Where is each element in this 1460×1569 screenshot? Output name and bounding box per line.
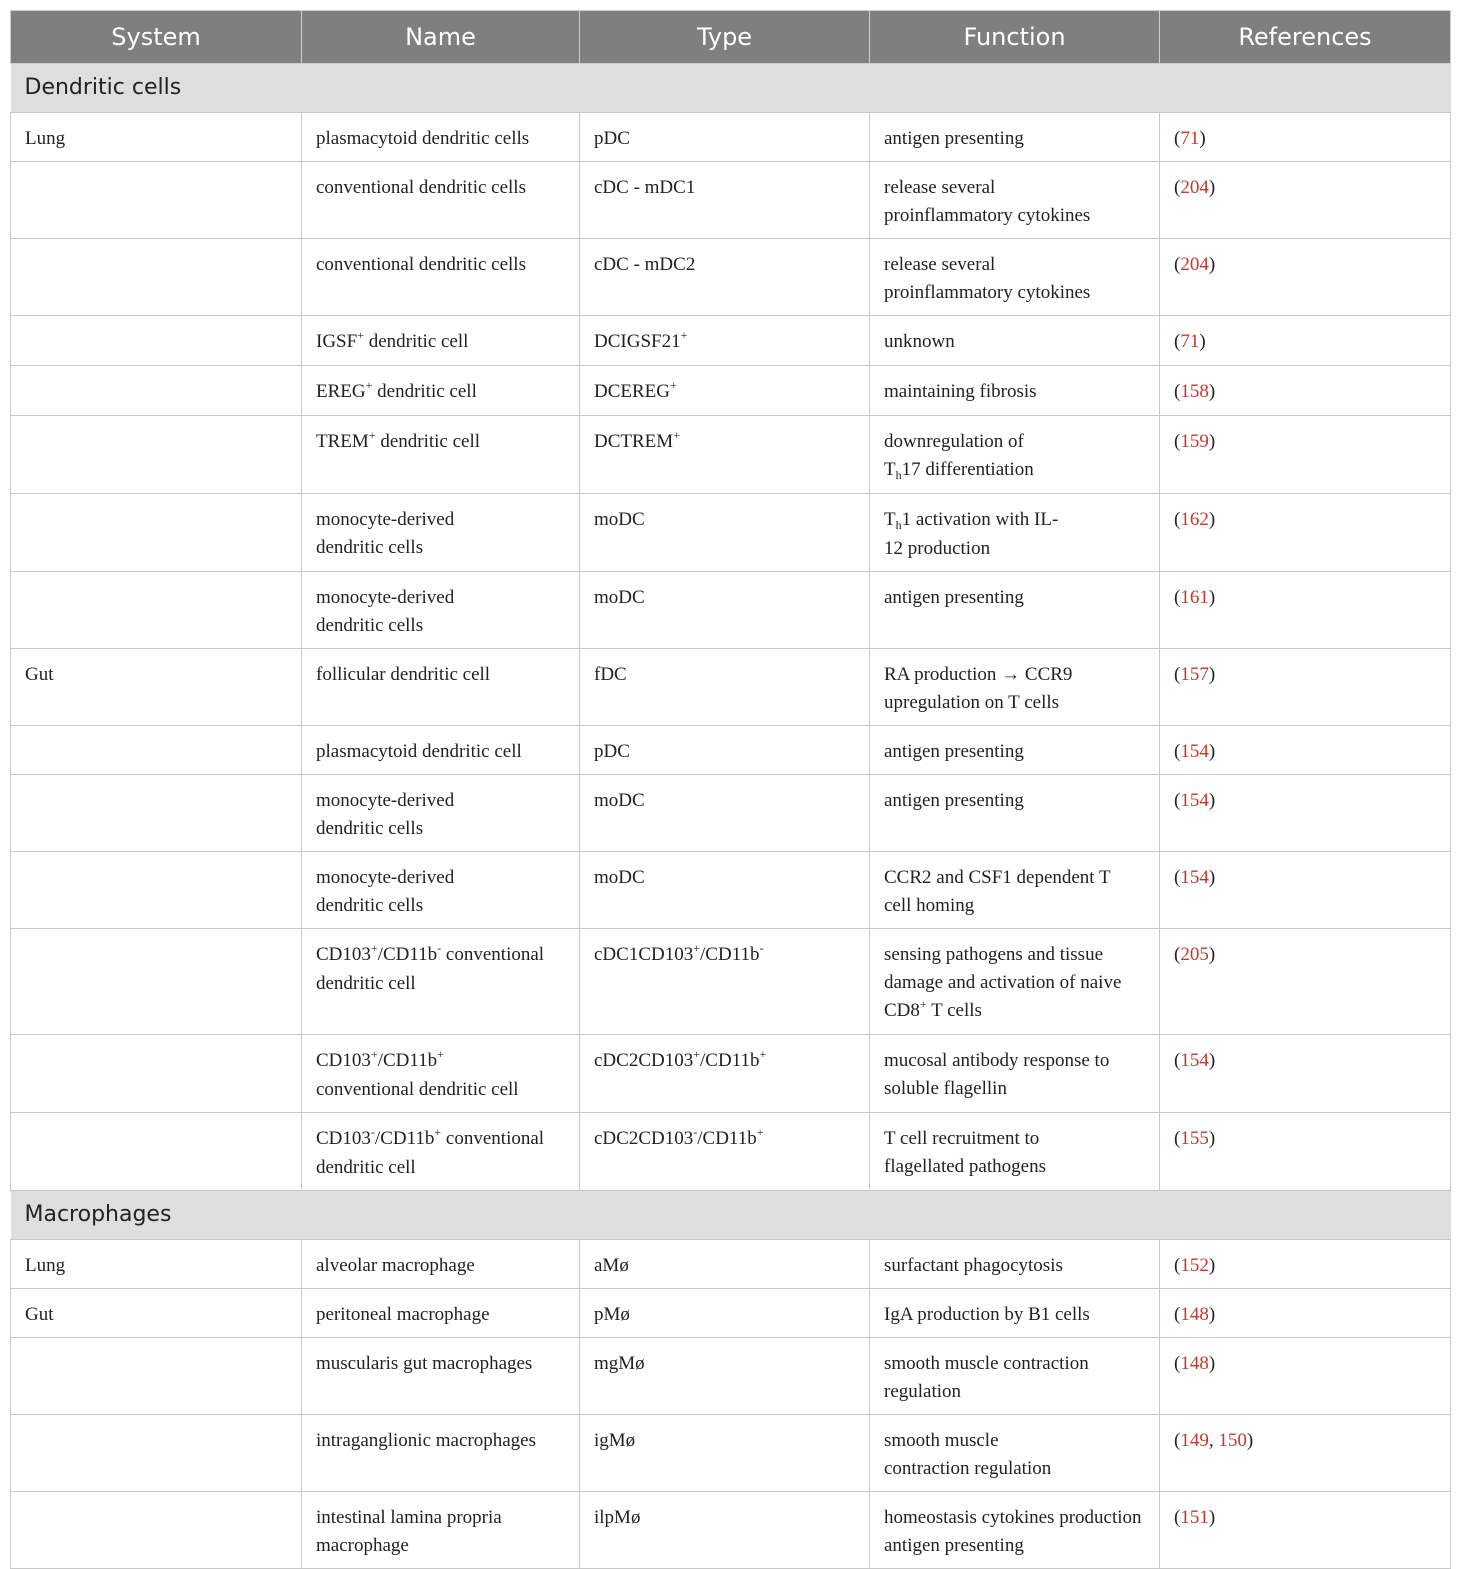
references-cell: (154) — [1160, 1035, 1451, 1113]
function-cell: mucosal antibody response to soluble flagellin — [870, 1035, 1160, 1113]
type-cell: DCEREG+ — [580, 366, 870, 416]
name-cell: CD103-/CD11b+ conventional dendritic cell — [302, 1113, 580, 1191]
references-cell: (162) — [1160, 494, 1451, 572]
section-title: Macrophages — [11, 1191, 1451, 1240]
type-cell: igMø — [580, 1415, 870, 1492]
function-cell: unknown — [870, 316, 1160, 366]
references-cell: (71) — [1160, 113, 1451, 162]
name-cell: plasmacytoid dendritic cell — [302, 726, 580, 775]
section-row — [11, 64, 1451, 113]
type-cell: mgMø — [580, 1338, 870, 1415]
references-cell: (71) — [1160, 316, 1451, 366]
system-cell — [11, 1113, 302, 1191]
type-cell: DCTREM+ — [580, 416, 870, 494]
reference-link[interactable]: 157 — [1180, 664, 1209, 685]
name-cell: EREG+ dendritic cell — [302, 366, 580, 416]
function-cell: IgA production by B1 cells — [870, 1289, 1160, 1338]
table-body — [11, 64, 1451, 1569]
type-cell: moDC — [580, 775, 870, 852]
table-row — [11, 1240, 1451, 1289]
type-cell: moDC — [580, 572, 870, 649]
name-cell: monocyte-derived dendritic cells — [302, 494, 580, 572]
table-row — [11, 1338, 1451, 1415]
name-cell: IGSF+ dendritic cell — [302, 316, 580, 366]
name-cell: plasmacytoid dendritic cells — [302, 113, 580, 162]
table-row — [11, 1415, 1451, 1492]
system-cell: Lung — [11, 1240, 302, 1289]
type-cell: pDC — [580, 726, 870, 775]
name-cell: conventional dendritic cells — [302, 162, 580, 239]
reference-link[interactable]: 155 — [1180, 1128, 1209, 1149]
name-cell: peritoneal macrophage — [302, 1289, 580, 1338]
type-cell: aMø — [580, 1240, 870, 1289]
system-cell — [11, 1338, 302, 1415]
references-cell: (152) — [1160, 1240, 1451, 1289]
type-cell: moDC — [580, 494, 870, 572]
reference-link[interactable]: 205 — [1180, 944, 1209, 965]
references-cell: (154) — [1160, 726, 1451, 775]
table-row — [11, 316, 1451, 366]
system-cell — [11, 726, 302, 775]
table-row — [11, 416, 1451, 494]
reference-link[interactable]: 71 — [1180, 331, 1200, 352]
type-cell: ilpMø — [580, 1492, 870, 1569]
function-cell: antigen presenting — [870, 726, 1160, 775]
table-row — [11, 239, 1451, 316]
system-cell — [11, 162, 302, 239]
column-header-references: References — [1160, 11, 1451, 64]
references-cell: (148) — [1160, 1289, 1451, 1338]
function-cell: surfactant phagocytosis — [870, 1240, 1160, 1289]
name-cell: monocyte-derived dendritic cells — [302, 775, 580, 852]
reference-link[interactable]: 161 — [1180, 587, 1209, 608]
system-cell: Gut — [11, 649, 302, 726]
name-cell: intraganglionic macrophages — [302, 1415, 580, 1492]
name-cell: intestinal lamina propria macrophage — [302, 1492, 580, 1569]
name-cell: monocyte-derived dendritic cells — [302, 852, 580, 929]
function-cell: T cell recruitment to flagellated pathogens — [870, 1113, 1160, 1191]
table-row — [11, 929, 1451, 1035]
references-cell: (155) — [1160, 1113, 1451, 1191]
system-cell — [11, 494, 302, 572]
name-cell: muscularis gut macrophages — [302, 1338, 580, 1415]
reference-link[interactable]: 148 — [1180, 1304, 1209, 1325]
reference-link[interactable]: 154 — [1180, 790, 1209, 811]
system-cell — [11, 1492, 302, 1569]
column-header-name: Name — [302, 11, 580, 64]
reference-link[interactable]: 158 — [1180, 381, 1209, 402]
section-row — [11, 1191, 1451, 1240]
table-row — [11, 852, 1451, 929]
system-cell: Gut — [11, 1289, 302, 1338]
table-row — [11, 1492, 1451, 1569]
system-cell — [11, 775, 302, 852]
reference-link[interactable]: 204 — [1180, 254, 1209, 275]
function-cell: release several proinflammatory cytokines — [870, 239, 1160, 316]
type-cell: moDC — [580, 852, 870, 929]
reference-link[interactable]: 162 — [1180, 509, 1209, 530]
type-cell: DCIGSF21+ — [580, 316, 870, 366]
references-cell: (205) — [1160, 929, 1451, 1035]
function-cell: RA production → CCR9 upregulation on T cells — [870, 649, 1160, 726]
type-cell: cDC1CD103+/CD11b- — [580, 929, 870, 1035]
system-cell — [11, 316, 302, 366]
reference-link[interactable]: 71 — [1180, 128, 1200, 149]
system-cell — [11, 929, 302, 1035]
function-cell: sensing pathogens and tissue damage and activation of naive CD8+ T cells — [870, 929, 1160, 1035]
function-cell: maintaining fibrosis — [870, 366, 1160, 416]
function-cell: release several proinflammatory cytokines — [870, 162, 1160, 239]
type-cell: pDC — [580, 113, 870, 162]
name-cell: follicular dendritic cell — [302, 649, 580, 726]
reference-link[interactable]: 154 — [1180, 1050, 1209, 1071]
name-cell: alveolar macrophage — [302, 1240, 580, 1289]
reference-link[interactable]: 152 — [1180, 1255, 1209, 1276]
table-row — [11, 775, 1451, 852]
section-title: Dendritic cells — [11, 64, 1451, 113]
references-cell: (204) — [1160, 239, 1451, 316]
name-cell: CD103+/CD11b+ conventional dendritic cell — [302, 1035, 580, 1113]
references-cell: (148) — [1160, 1338, 1451, 1415]
references-cell: (158) — [1160, 366, 1451, 416]
function-cell: homeostasis cytokines production antigen presenting — [870, 1492, 1160, 1569]
table-row — [11, 494, 1451, 572]
column-header-type: Type — [580, 11, 870, 64]
function-cell: smooth muscle contraction regulation — [870, 1415, 1160, 1492]
function-cell: antigen presenting — [870, 572, 1160, 649]
table-row — [11, 1113, 1451, 1191]
system-cell — [11, 1415, 302, 1492]
type-cell: fDC — [580, 649, 870, 726]
function-cell: antigen presenting — [870, 113, 1160, 162]
name-cell: conventional dendritic cells — [302, 239, 580, 316]
type-cell: cDC2CD103-/CD11b+ — [580, 1113, 870, 1191]
function-cell: downregulation of $T_h17$ differentiation — [870, 416, 1160, 494]
table-row — [11, 366, 1451, 416]
function-cell: $T_h1$ activation with IL- 12 production — [870, 494, 1160, 572]
system-cell: Lung — [11, 113, 302, 162]
reference-link[interactable]: 204 — [1180, 177, 1209, 198]
references-cell: (161) — [1160, 572, 1451, 649]
cell-types-table — [10, 10, 1451, 1569]
type-cell: pMø — [580, 1289, 870, 1338]
references-cell: (154) — [1160, 852, 1451, 929]
system-cell — [11, 852, 302, 929]
name-cell: TREM+ dendritic cell — [302, 416, 580, 494]
system-cell — [11, 366, 302, 416]
column-header-function: Function — [870, 11, 1160, 64]
table-row — [11, 1035, 1451, 1113]
name-cell: CD103+/CD11b- conventional dendritic cell — [302, 929, 580, 1035]
type-cell: cDC - mDC1 — [580, 162, 870, 239]
system-cell — [11, 572, 302, 649]
references-cell: (154) — [1160, 775, 1451, 852]
table-row — [11, 649, 1451, 726]
references-cell: (157) — [1160, 649, 1451, 726]
reference-link[interactable]: 159 — [1180, 431, 1209, 452]
table-row — [11, 1289, 1451, 1338]
system-cell — [11, 416, 302, 494]
type-cell: cDC2CD103+/CD11b+ — [580, 1035, 870, 1113]
table-row — [11, 726, 1451, 775]
header-row — [11, 11, 1451, 64]
table-row — [11, 572, 1451, 649]
table-row — [11, 162, 1451, 239]
name-cell: monocyte-derived dendritic cells — [302, 572, 580, 649]
function-cell: smooth muscle contraction regulation — [870, 1338, 1160, 1415]
reference-link[interactable]: 149 — [1180, 1430, 1209, 1451]
function-cell: antigen presenting — [870, 775, 1160, 852]
column-header-system: System — [11, 11, 302, 64]
references-cell: (204) — [1160, 162, 1451, 239]
reference-link[interactable]: 151 — [1180, 1507, 1209, 1528]
reference-link[interactable]: 154 — [1180, 867, 1209, 888]
references-cell: (151) — [1160, 1492, 1451, 1569]
reference-link[interactable]: 154 — [1180, 741, 1209, 762]
reference-link[interactable]: 150 — [1218, 1430, 1247, 1451]
function-cell: CCR2 and CSF1 dependent T cell homing — [870, 852, 1160, 929]
reference-link[interactable]: 148 — [1180, 1353, 1209, 1374]
type-cell: cDC - mDC2 — [580, 239, 870, 316]
table-row — [11, 113, 1451, 162]
references-cell: (159) — [1160, 416, 1451, 494]
system-cell — [11, 1035, 302, 1113]
system-cell — [11, 239, 302, 316]
references-cell: (149, 150) — [1160, 1415, 1451, 1492]
